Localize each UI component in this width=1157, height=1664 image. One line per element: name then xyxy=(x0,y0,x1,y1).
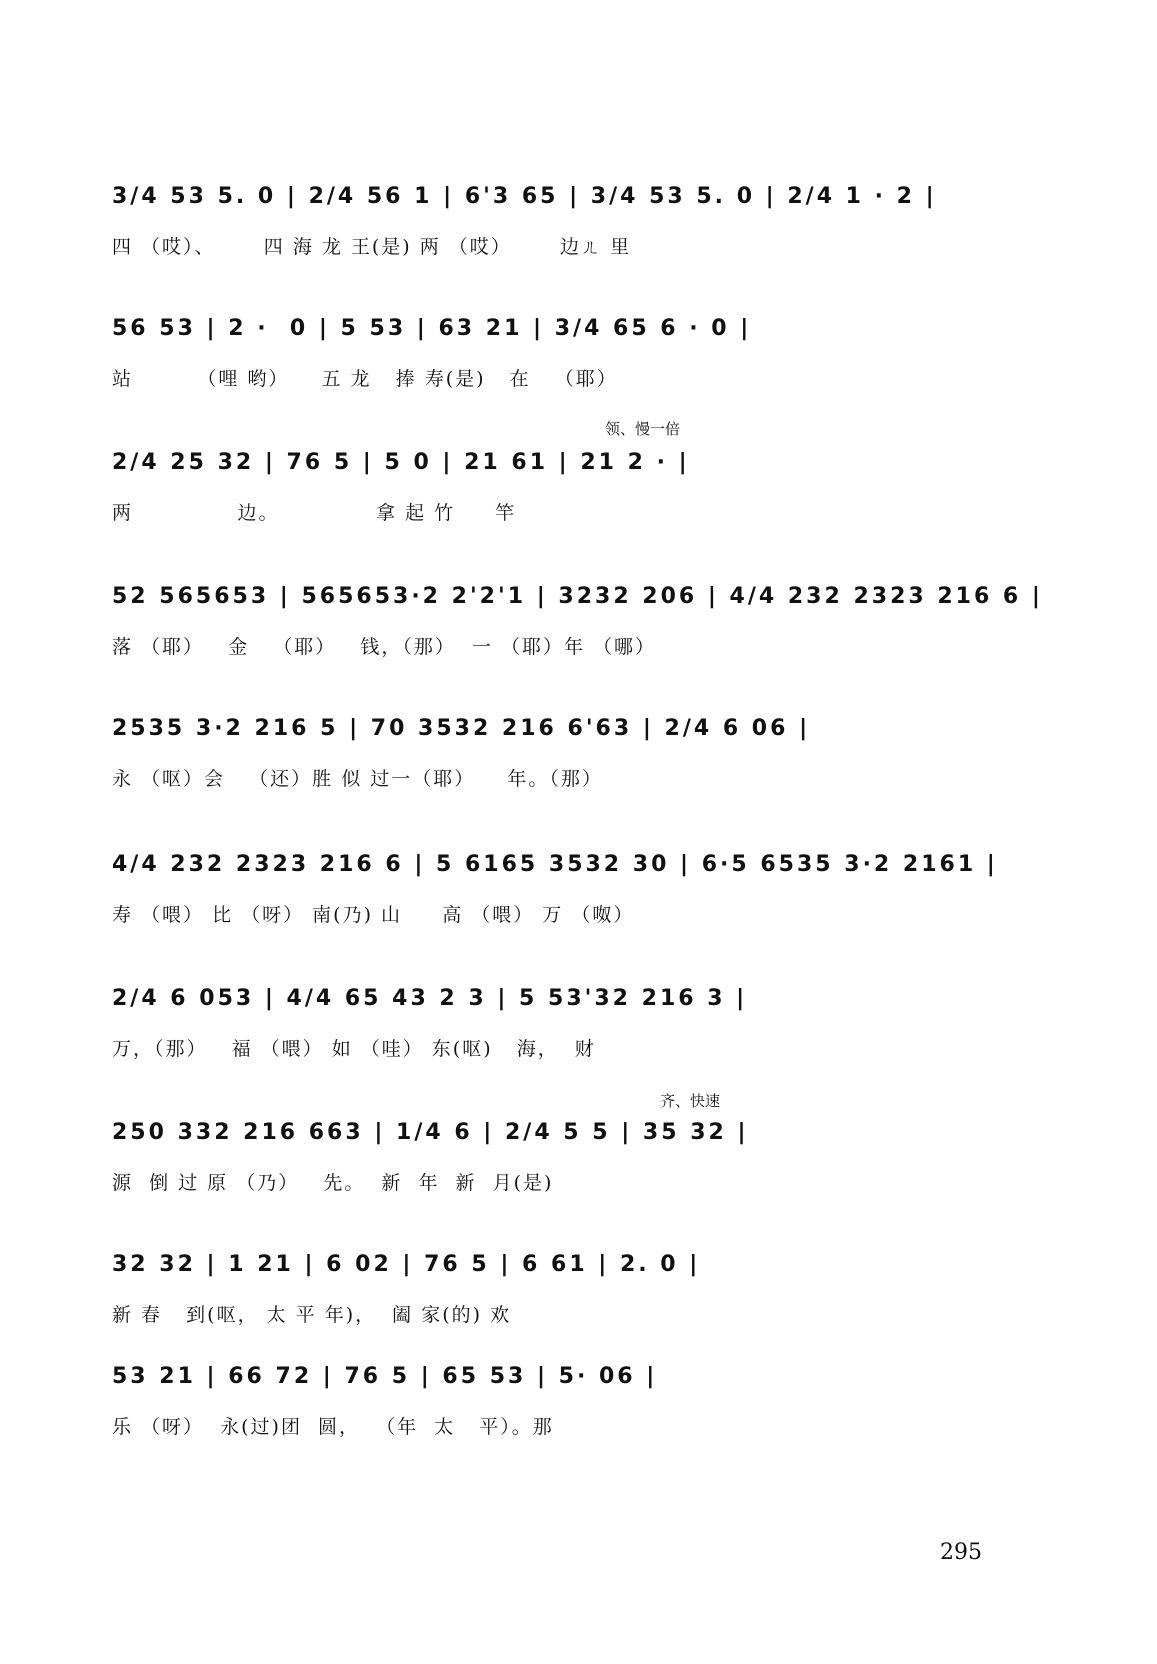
tempo-annotation-fast: 齐、快速 xyxy=(660,1092,721,1110)
lyrics-line: 乐 （呀） 永(过)团 圆， （年 太 平）。那 xyxy=(112,1416,554,1438)
score-system-8 xyxy=(112,1116,992,1216)
lyrics-line: 落 （耶） 金 （耶） 钱，（那） 一 （耶）年 （哪） xyxy=(112,636,657,658)
lyrics-line: 两 边。 拿 起 竹 竿 xyxy=(112,502,517,524)
tempo-annotation-slow: 领、慢一倍 xyxy=(605,420,681,438)
score-system-7 xyxy=(112,982,992,1082)
lyrics-line: 源 倒 过 原 （乃） 先。 新 年 新 月(是) xyxy=(112,1172,554,1194)
notation-line: 2/4 6 053 | 4/4 65 43 2 3 | 5 53'32 216 3 | xyxy=(112,986,748,1011)
score-system-5 xyxy=(112,712,992,812)
score-system-9 xyxy=(112,1248,992,1348)
notation-line: 2/4 25 32 | 76 5 | 5 0 | 21 61 | 21 2 · | xyxy=(112,450,690,475)
notation-line: 250 332 216 663 | 1/4 6 | 2/4 5 5 | 35 32 | xyxy=(112,1120,749,1145)
notation-line: 32 32 | 1 21 | 6 02 | 76 5 | 6 61 | 2. 0 | xyxy=(112,1252,701,1277)
score-system-6 xyxy=(112,848,998,948)
score-system-10 xyxy=(112,1360,992,1460)
lyrics-line: 万，（那） 福 （喂） 如 （哇） 东(呕) 海， 财 xyxy=(112,1038,596,1060)
score-system-4 xyxy=(112,580,1043,680)
score-system-3 xyxy=(112,446,992,546)
score-system-1 xyxy=(112,180,992,280)
notation-line: 52 565653 | 565653·2 2'2'1 | 3232 206 | 4/4 232 2323 216 6 | xyxy=(112,584,1043,609)
lyrics-line: 新 春 到(呕， 太 平 年)， 阖 家(的) 欢 xyxy=(112,1304,512,1326)
notation-line: 56 53 | 2 · 0 | 5 53 | 63 21 | 3/4 65 6 · 0 | xyxy=(112,316,752,341)
notation-line: 2535 3·2 216 5 | 70 3532 216 6'63 | 2/4 6 06 | xyxy=(112,716,811,741)
lyrics-line: 寿 （喂） 比 （呀） 南(乃) 山 高 （喂） 万 （呶） xyxy=(112,904,635,926)
notation-line: 53 21 | 66 72 | 76 5 | 65 53 | 5· 06 | xyxy=(112,1364,658,1389)
page-number: 295 xyxy=(940,1540,982,1565)
lyrics-line: 永 （呕）会 （还）胜 似 过一（耶） 年。（那） xyxy=(112,768,603,790)
lyrics-line: 四 （哎）、 四 海 龙 王(是) 两 （哎） 边ㄦ 里 xyxy=(112,236,632,258)
notation-line: 3/4 53 5. 0 | 2/4 56 1 | 6'3 65 | 3/4 53 5. 0 | 2/4 1 · 2 | xyxy=(112,184,937,209)
lyrics-line: 站 （哩 哟） 五 龙 捧 寿(是) 在 （耶） xyxy=(112,368,618,390)
score-system-2 xyxy=(112,312,992,412)
notation-line: 4/4 232 2323 216 6 | 5 6165 3532 30 | 6·5 6535 3·2 2161 | xyxy=(112,852,998,877)
